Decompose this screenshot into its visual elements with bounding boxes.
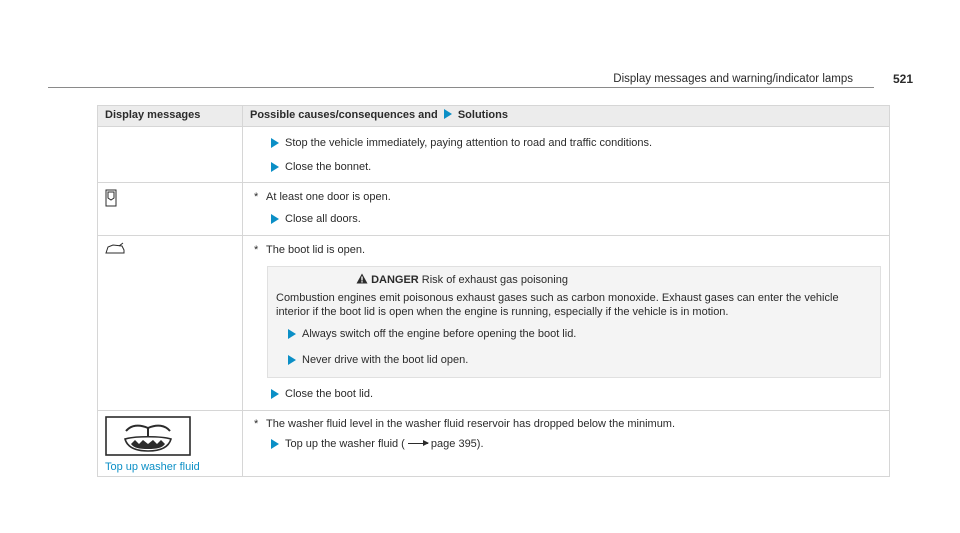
col-header-solutions-text: Solutions	[457, 109, 508, 121]
page-number: 521	[892, 72, 913, 86]
running-header: Display messages and warning/indicator lamps	[613, 73, 853, 85]
asterisk-marker: *	[254, 418, 259, 430]
col-header-causes-solutions	[243, 106, 890, 127]
solution-arrow-icon	[271, 162, 279, 172]
display-messages-table	[97, 105, 890, 477]
warning-triangle-icon	[356, 273, 368, 284]
header-divider	[48, 87, 874, 88]
cause-text: The washer fluid level in the washer fluid reservoir has dropped below the minimum.	[266, 418, 676, 430]
solution-step: Close the bonnet.	[285, 161, 372, 173]
display-message-cell	[98, 183, 243, 236]
display-message-cell	[98, 236, 243, 411]
danger-step: Always switch off the engine before opening the boot lid.	[302, 328, 577, 340]
page-reference-arrow-icon	[408, 443, 428, 444]
col-header-causes-text: Possible causes/consequences and	[250, 109, 438, 121]
table-row	[98, 236, 890, 411]
solution-cell	[243, 183, 890, 236]
solution-arrow-icon	[271, 138, 279, 148]
display-message-cell	[98, 127, 243, 183]
table-row	[98, 183, 890, 236]
washer-fluid-icon	[105, 416, 191, 456]
solution-cell	[243, 127, 890, 183]
danger-label: DANGER	[371, 274, 419, 286]
cause-text: The boot lid is open.	[266, 244, 366, 256]
table-row	[98, 411, 890, 477]
solution-arrow-icon	[444, 109, 452, 119]
danger-step: Never drive with the boot lid open.	[302, 354, 469, 366]
cause-text: At least one door is open.	[266, 191, 391, 203]
solution-step: Close all doors.	[285, 213, 361, 225]
danger-text: Combustion engines emit poisonous exhaust gases such as carbon monoxide. Exhaust gases can enter the vehicle interior if the boot lid is open when the engine is running, especially if the vehicle is in motion.	[276, 292, 839, 318]
solution-step: Stop the vehicle immediately, paying attention to road and traffic conditions.	[285, 137, 653, 149]
asterisk-marker: *	[254, 191, 259, 203]
washer-fluid-message: Top up washer fluid	[105, 461, 200, 473]
boot-lid-open-icon	[105, 242, 125, 256]
solution-arrow-icon	[288, 355, 296, 365]
table-header-row	[98, 106, 890, 127]
solution-arrow-icon	[271, 389, 279, 399]
solution-arrow-icon	[271, 439, 279, 449]
display-message-cell	[98, 411, 243, 477]
solution-cell	[243, 236, 890, 411]
solution-step: Top up the washer fluid (	[285, 438, 405, 450]
col-header-display-messages: Display messages	[98, 106, 243, 127]
danger-title: Risk of exhaust gas poisoning	[421, 274, 568, 286]
solution-arrow-icon	[288, 329, 296, 339]
page-reference-link[interactable]: page 395).	[430, 438, 484, 450]
danger-warning-box	[267, 266, 881, 378]
asterisk-marker: *	[254, 244, 259, 256]
door-open-icon	[105, 189, 117, 207]
table-row	[98, 127, 890, 183]
solution-step: Close the boot lid.	[285, 388, 374, 400]
solution-cell	[243, 411, 890, 477]
solution-arrow-icon	[271, 214, 279, 224]
